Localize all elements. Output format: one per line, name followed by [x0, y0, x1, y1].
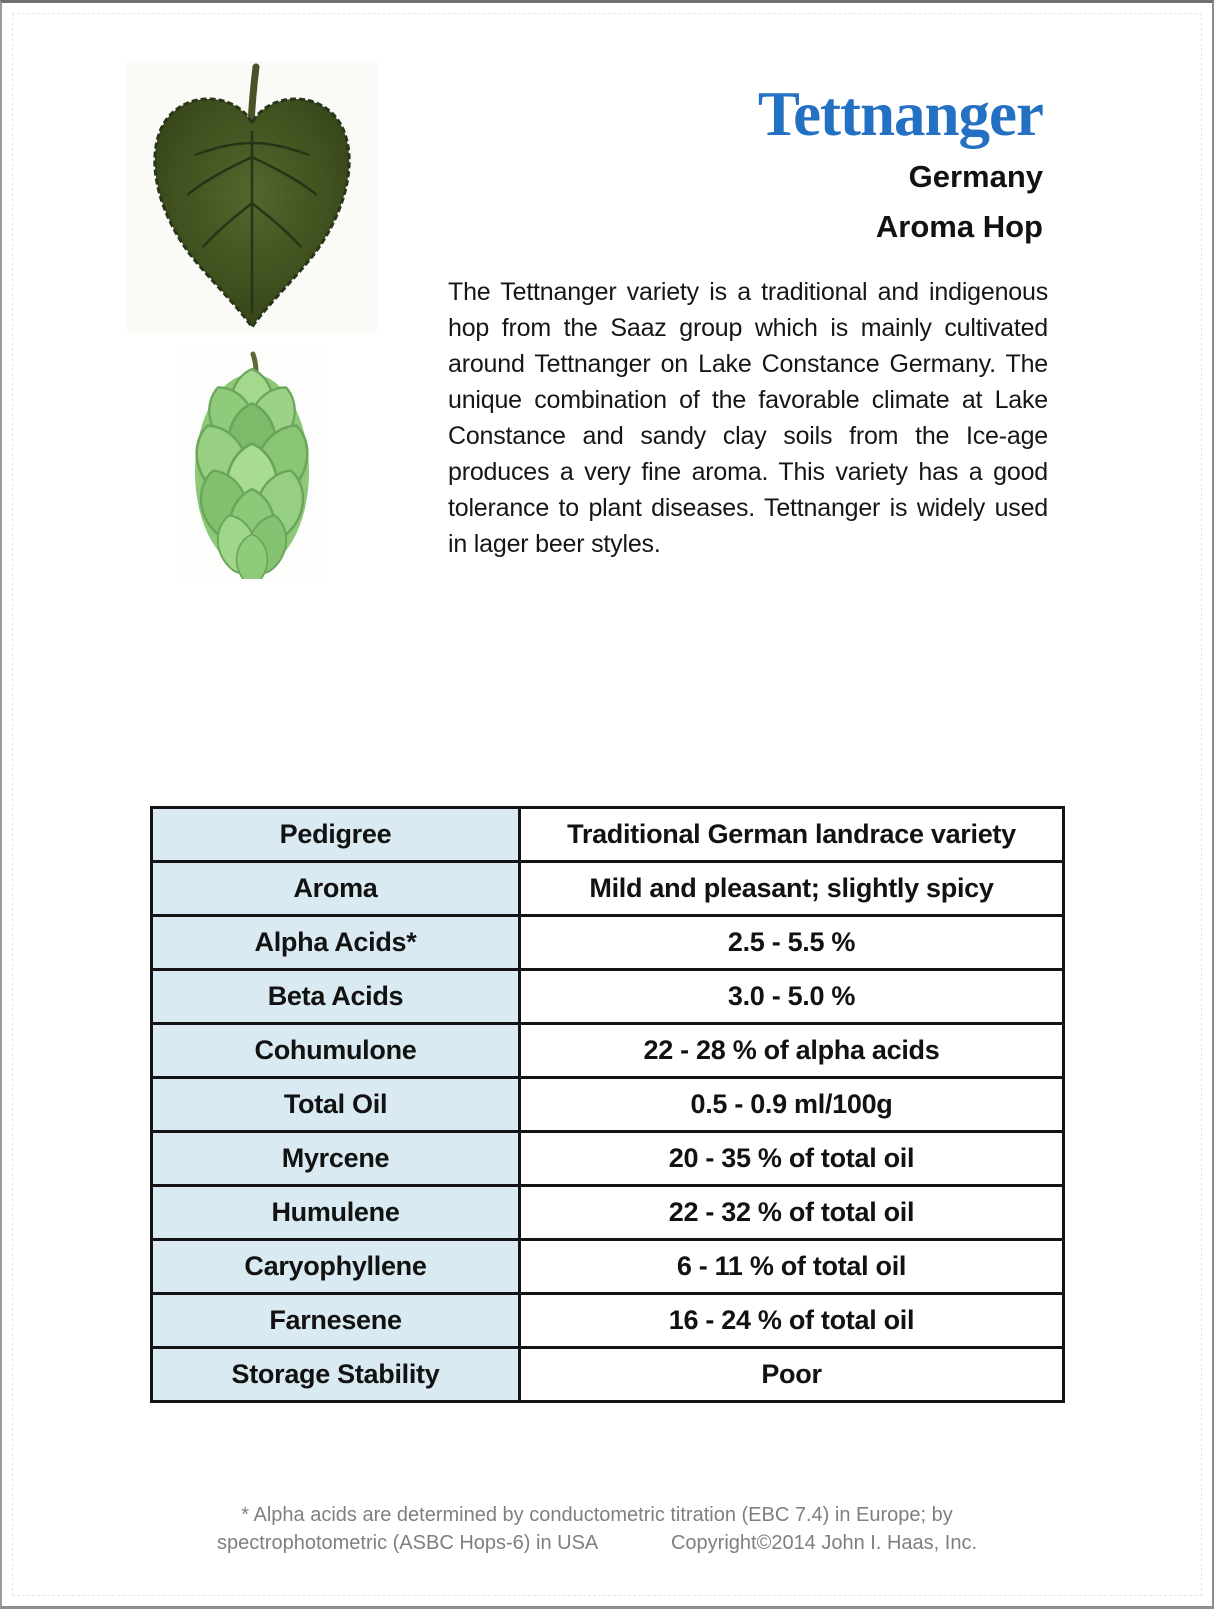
- spec-value-cell: 16 - 24 % of total oil: [520, 1294, 1064, 1348]
- spec-value-cell: 2.5 - 5.5 %: [520, 916, 1064, 970]
- table-row: [152, 1078, 1064, 1132]
- spec-label-cell: Pedigree: [152, 808, 520, 862]
- table-row: [152, 1240, 1064, 1294]
- footnote-continued: spectrophotometric (ASBC Hops-6) in USA: [217, 1532, 599, 1554]
- table-row: [152, 1348, 1064, 1402]
- table-row: [152, 808, 1064, 862]
- spec-label-cell: Caryophyllene: [152, 1240, 520, 1294]
- table-row: [152, 1024, 1064, 1078]
- spec-label-cell: Myrcene: [152, 1132, 520, 1186]
- copyright: Copyright©2014 John I. Haas, Inc.: [670, 1532, 977, 1554]
- table-row: [152, 1294, 1064, 1348]
- spec-value-cell: 22 - 32 % of total oil: [520, 1186, 1064, 1240]
- spec-value-cell: Mild and pleasant; slightly spicy: [520, 862, 1064, 916]
- footnote-copyright-row: [217, 1529, 977, 1557]
- table-row: [152, 862, 1064, 916]
- spec-label-cell: Cohumulone: [152, 1024, 520, 1078]
- specs-table: [150, 806, 1065, 1403]
- table-row: [152, 970, 1064, 1024]
- spec-label-cell: Humulene: [152, 1186, 520, 1240]
- spec-label-cell: Beta Acids: [152, 970, 520, 1024]
- footer: [217, 1501, 977, 1557]
- header: [758, 79, 1043, 249]
- spec-value-cell: 22 - 28 % of alpha acids: [520, 1024, 1064, 1078]
- spec-value-cell: Traditional German landrace variety: [520, 808, 1064, 862]
- footnote: * Alpha acids are determined by conductometric titration (EBC 7.4) in Europe; by: [241, 1504, 953, 1526]
- spec-label-cell: Farnesene: [152, 1294, 520, 1348]
- table-row: [152, 1132, 1064, 1186]
- hop-leaf-photo: [127, 61, 377, 333]
- spec-value-cell: Poor: [520, 1348, 1064, 1402]
- spec-label-cell: Alpha Acids*: [152, 916, 520, 970]
- hop-cone-image: [177, 349, 327, 579]
- hop-type: Aroma Hop: [875, 209, 1043, 244]
- spec-label-cell: Storage Stability: [152, 1348, 520, 1402]
- spec-value-cell: 20 - 35 % of total oil: [520, 1132, 1064, 1186]
- spec-value-cell: 3.0 - 5.0 %: [520, 970, 1064, 1024]
- origin-country: Germany: [908, 159, 1043, 194]
- hop-leaf-image: [127, 61, 377, 333]
- hop-cone-photo: [177, 349, 327, 579]
- spec-value-cell: 6 - 11 % of total oil: [520, 1240, 1064, 1294]
- page-title: Tettnanger: [757, 79, 1043, 149]
- spec-value-cell: 0.5 - 0.9 ml/100g: [520, 1078, 1064, 1132]
- table-row: [152, 1186, 1064, 1240]
- table-row: [152, 916, 1064, 970]
- description-paragraph: The Tettnanger variety is a traditional and indigenous hop from the Saaz group which is mainly cultivated around Tettnanger on Lake Constance Germany. The unique combination of the favorable climate at Lake Constance and sandy clay soils from the Ice-age produces a very fine aroma. This variety has a good tolerance to plant diseases. Tettnanger is widely used in lager beer styles.: [448, 278, 1048, 558]
- spec-label-cell: Total Oil: [152, 1078, 520, 1132]
- spec-label-cell: Aroma: [152, 862, 520, 916]
